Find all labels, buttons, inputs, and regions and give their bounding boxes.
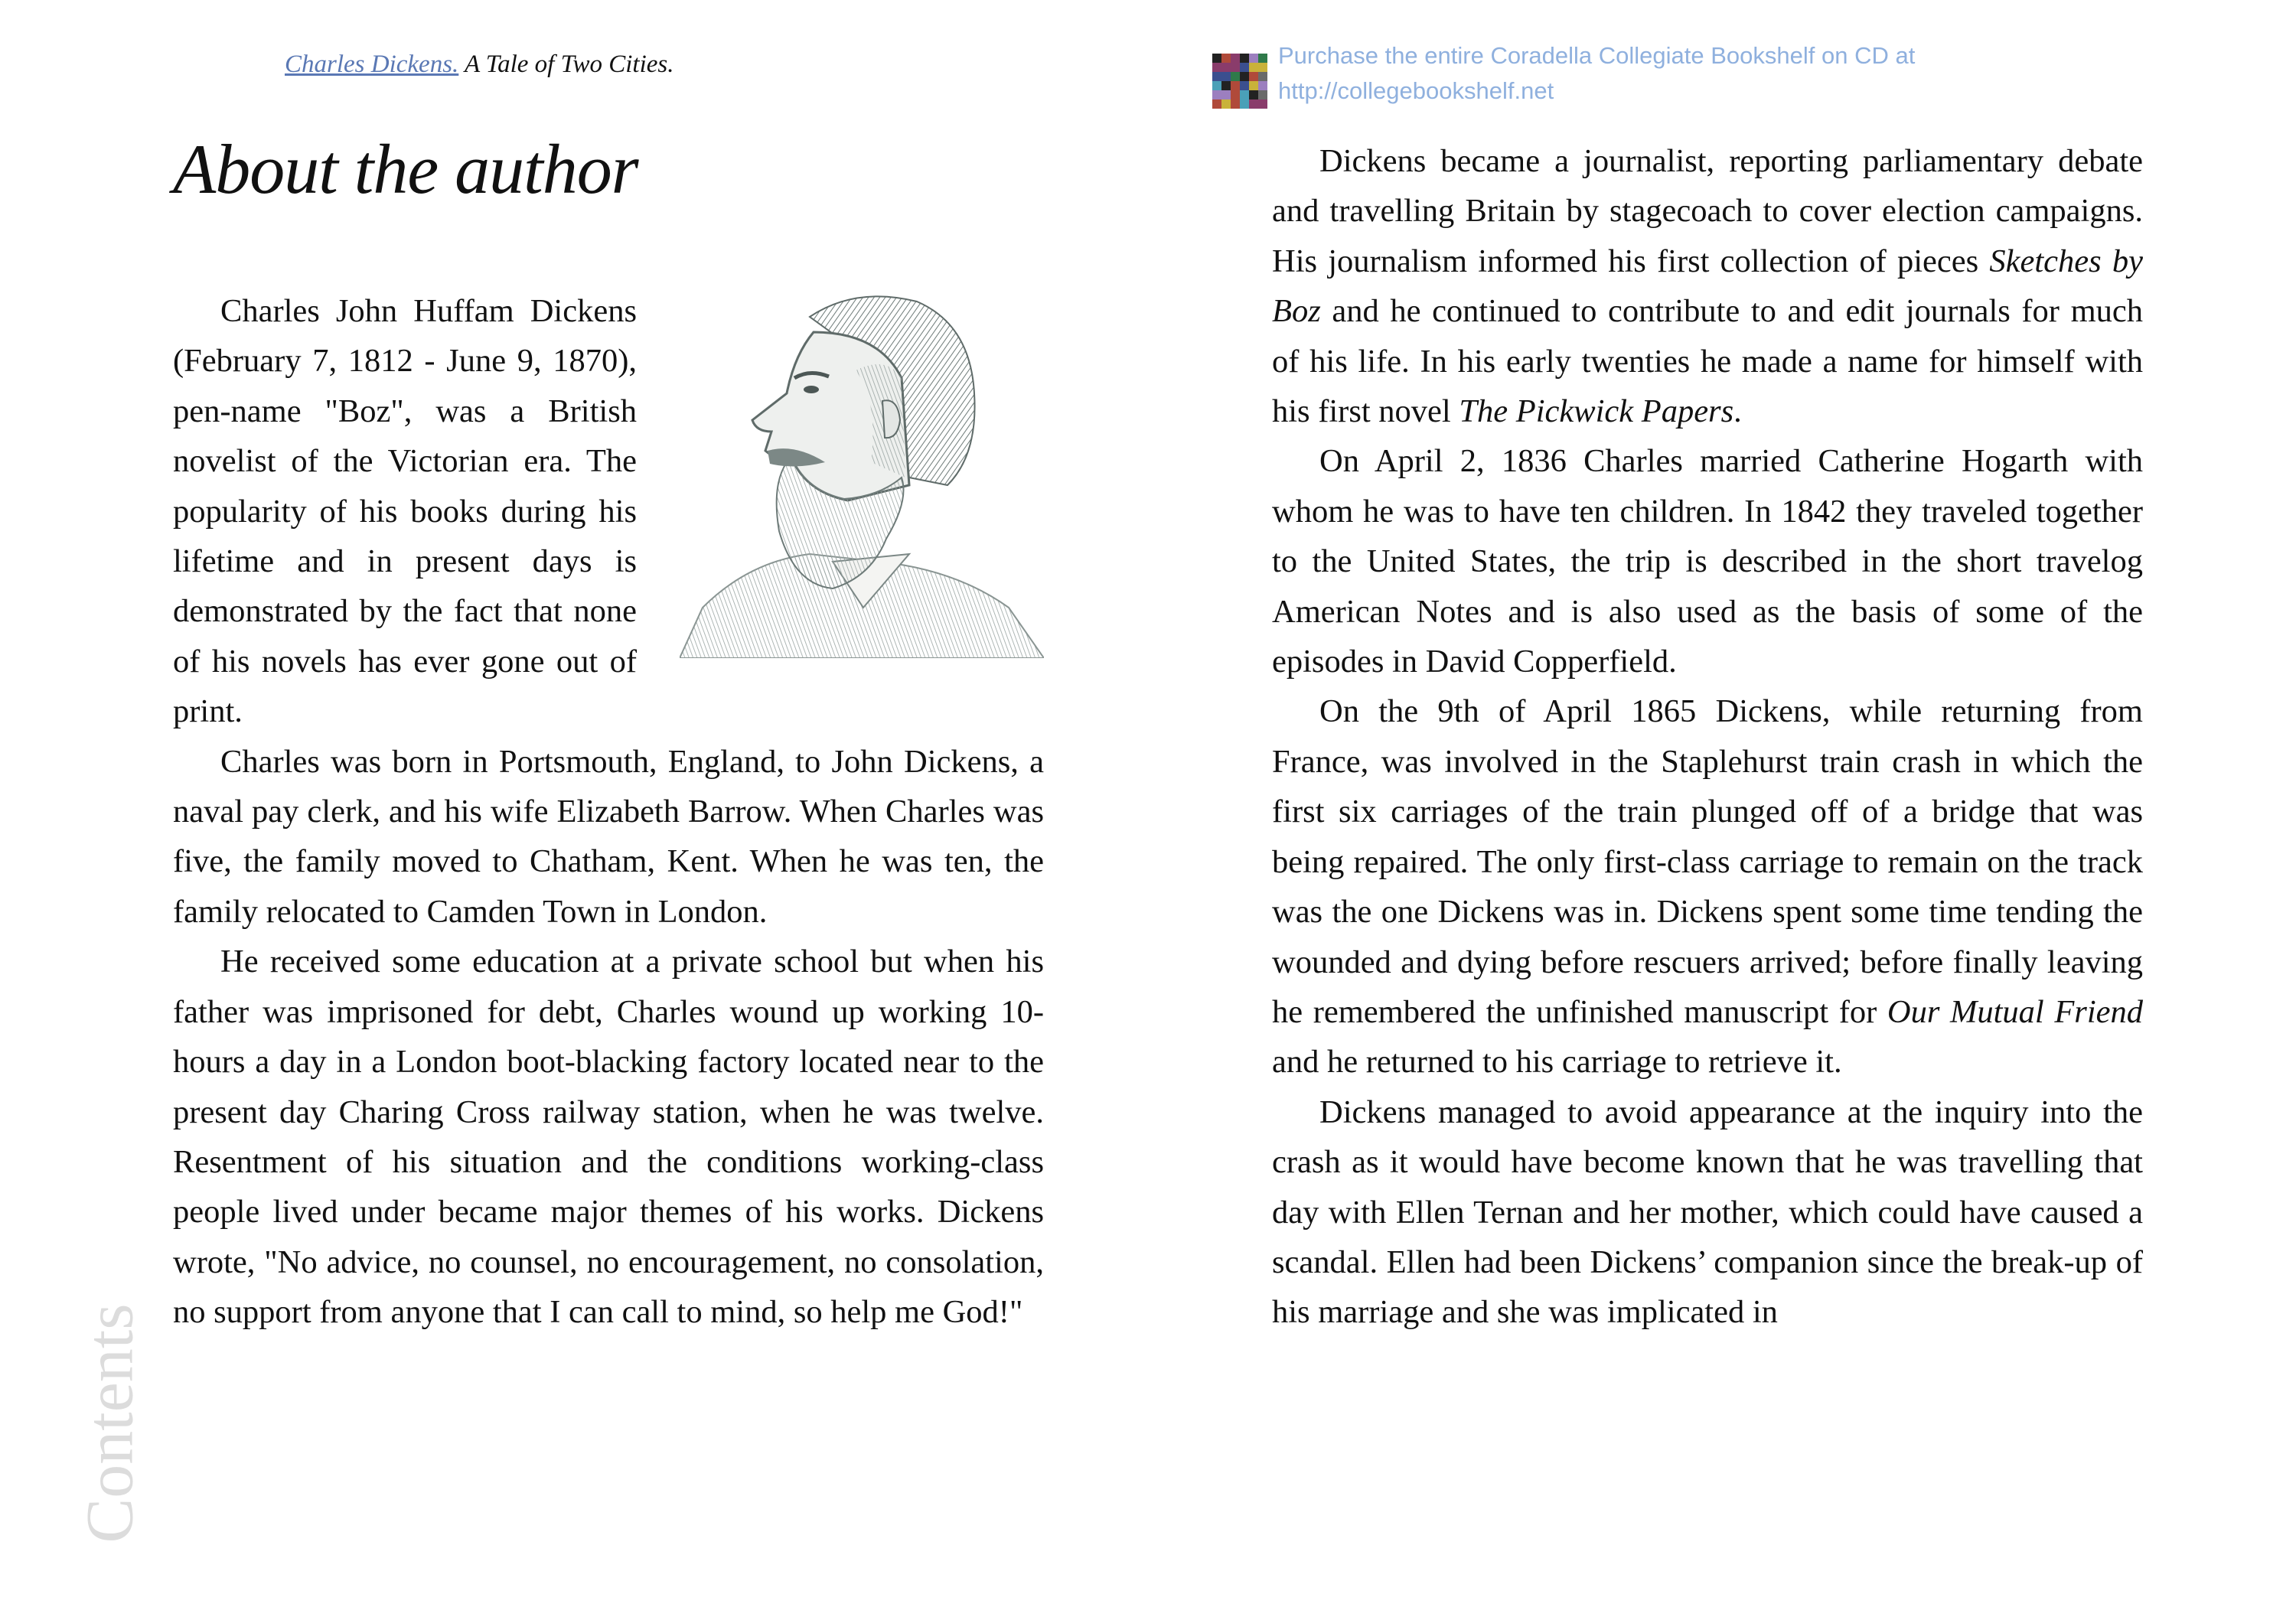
right-paragraph-2: On April 2, 1836 Charles married Catherine Hogarth with whom he was to have ten children. In 1842 they traveled together to the United States, the trip is described in the short travelog American Notes and is also used as the basis of some of the episodes in David Copperfield. [1272, 443, 2143, 680]
right-paragraph-1 [1272, 136, 2143, 436]
right-paragraph-1-text-c: . [1733, 393, 1742, 430]
left-paragraph-2: Charles was born in Portsmouth, England, to John Dickens, a naval pay clerk, and his wife Elizabeth Barrow. When Charles was five, the family moved to Chatham, Kent. When he was ten, the family relocated to Camden Town in London. [173, 743, 1044, 930]
mosaic-tile [1258, 99, 1267, 109]
mosaic-tile [1249, 90, 1258, 99]
mosaic-tile [1231, 99, 1240, 109]
mosaic-tile [1221, 81, 1231, 90]
author-link[interactable]: Charles Dickens. [285, 51, 459, 78]
mosaic-tile [1221, 72, 1231, 81]
mosaic-tile [1258, 81, 1267, 90]
mosaic-tile [1221, 63, 1231, 72]
promo-url[interactable]: http://collegebookshelf.net [1278, 77, 1554, 104]
pickwick-papers-title: The Pickwick Papers [1459, 393, 1734, 430]
mosaic-tile [1249, 54, 1258, 63]
mosaic-tile [1240, 90, 1249, 99]
mosaic-tile [1231, 72, 1240, 81]
right-paragraph-3-text-a: On the 9th of April 1865 Dickens, while returning from France, was involved in the Staplehurst train crash in which the first six carriages of the train plunged off of a bridge that was being repaired. The only first-class carriage to remain on the track was the one Dickens was in. Dickens spent some time tending the wounded and dying before rescuers arrived; before finally leaving he remembered the unfinished manuscript for [1272, 693, 2143, 1030]
mosaic-tile [1249, 99, 1258, 109]
mosaic-tile [1249, 63, 1258, 72]
contents-tab-label[interactable]: Contents [73, 1303, 148, 1543]
mosaic-tile [1231, 63, 1240, 72]
mosaic-tile [1221, 90, 1231, 99]
right-paragraph-1-text-a: Dickens became a journalist, reporting parliamentary debate and travelling Britain by stagecoach to cover election campaigns. His journalism informed his first collection of pieces [1272, 143, 2143, 279]
mosaic-tile [1240, 63, 1249, 72]
mosaic-tile [1240, 54, 1249, 63]
promo-text[interactable] [1278, 38, 1915, 109]
mosaic-tile [1231, 90, 1240, 99]
running-header [285, 51, 674, 79]
right-paragraph-4: Dickens managed to avoid appearance at the inquiry into the crash as it would have become known that he was travelling that day with Ellen Ternan and her mother, which could have caused a scandal. Ellen had been Dickens’ companion since the break-up of his marriage and she was implicated in [1272, 1094, 2143, 1331]
mosaic-tile [1258, 63, 1267, 72]
book-title: A Tale of Two Cities. [464, 51, 674, 78]
page-title: About the author [173, 130, 638, 208]
mosaic-tile [1212, 72, 1221, 81]
mosaic-tile [1240, 81, 1249, 90]
mosaic-tile [1231, 54, 1240, 63]
right-column [1272, 136, 2143, 1338]
mosaic-tile [1240, 99, 1249, 109]
mosaic-tile [1212, 54, 1221, 63]
mosaic-tile [1258, 90, 1267, 99]
mosaic-tile [1221, 54, 1231, 63]
mosaic-tile [1212, 99, 1221, 109]
mosaic-tile [1240, 72, 1249, 81]
mosaic-tile [1212, 90, 1221, 99]
mosaic-logo-icon [1212, 54, 1267, 109]
contents-tab[interactable] [57, 1303, 164, 1543]
promo-banner[interactable] [1212, 38, 1915, 112]
right-paragraph-1-text-b: and he continued to contribute to and edit journals for much of his life. In his early twenties he made a name for himself with his first novel [1272, 293, 2143, 430]
mosaic-tile [1231, 81, 1240, 90]
left-paragraph-1: Charles John Huffam Dickens (February 7, 1812 - June 9, 1870), pen-name "Boz", was a British novelist of the Victorian era. The popularity of his books during his lifetime and in present days is demonstrated by the fact that none of his novels has ever gone out of print. [173, 293, 637, 730]
mosaic-tile [1249, 81, 1258, 90]
dickens-portrait-icon [680, 286, 1044, 658]
promo-line-1[interactable]: Purchase the entire Coradella Collegiate Bookshelf on CD at [1278, 42, 1916, 69]
left-paragraph-3: He received some education at a private school but when his father was imprisoned for debt, Charles wound up working 10-hours a day in a London boot-blacking factory located near to the present day Charing Cross railway station, when he was twelve. Resentment of his situation and the conditions working-class people lived under became major themes of his works. Dickens wrote, "No advice, no counsel, no encouragement, no consolation, no support from anyone that I can call to mind, so help me God!" [173, 944, 1044, 1331]
mosaic-tile [1221, 99, 1231, 109]
right-paragraph-3 [1272, 686, 2143, 1087]
sketches-by-boz-title: Sketches by Boz [1272, 243, 2143, 330]
mosaic-tile [1212, 81, 1221, 90]
mosaic-tile [1258, 54, 1267, 63]
mosaic-tile [1212, 63, 1221, 72]
right-paragraph-3-text-b: and he returned to his carriage to retrieve it. [1272, 1044, 1842, 1081]
left-column [173, 286, 1044, 1338]
mosaic-tile [1258, 72, 1267, 81]
mosaic-tile [1249, 72, 1258, 81]
our-mutual-friend-title: Our Mutual Friend [1887, 993, 2144, 1030]
